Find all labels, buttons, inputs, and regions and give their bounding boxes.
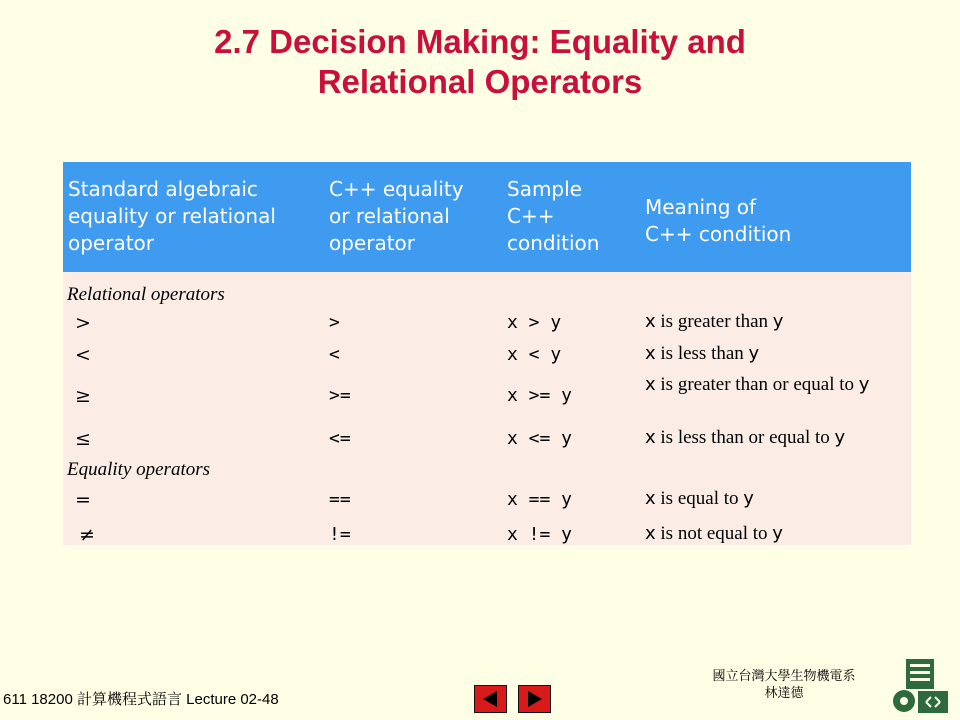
algebraic-operator: ≤ xyxy=(75,428,91,450)
author-footer xyxy=(686,667,882,701)
header-text: operator xyxy=(68,231,155,255)
meaning-var: x xyxy=(645,427,656,448)
meaning xyxy=(645,344,759,364)
header-text: Sample xyxy=(507,177,582,201)
header-text: equality or relational xyxy=(68,204,276,228)
algebraic-operator: = xyxy=(75,489,91,511)
meaning-var: x xyxy=(645,311,656,332)
meaning-var: y xyxy=(748,343,760,364)
sample-condition: x >= y xyxy=(507,385,573,406)
meaning-var: y xyxy=(772,311,784,332)
cpp-operator: >= xyxy=(329,385,351,406)
meaning xyxy=(645,489,754,509)
sample-condition: x == y xyxy=(507,489,573,510)
department-logo-icon xyxy=(888,657,952,717)
meaning-var: y xyxy=(834,427,846,448)
header-text: Meaning of xyxy=(645,195,757,219)
meaning-text: is greater than or equal to xyxy=(655,374,859,395)
university-name: 國立台灣大學生物機電系 xyxy=(712,668,856,683)
algebraic-operator: ≥ xyxy=(75,385,91,407)
meaning-text: is less than or equal to xyxy=(655,427,835,448)
table-header xyxy=(63,162,911,272)
meaning-text: is less than xyxy=(655,343,749,364)
section-equality: Equality operators xyxy=(67,459,211,480)
meaning-text: is greater than xyxy=(655,311,773,332)
header-text: condition xyxy=(507,231,600,255)
meaning xyxy=(645,312,783,332)
slide-title xyxy=(60,22,900,102)
header-meaning xyxy=(645,194,791,248)
triangle-right-icon xyxy=(519,686,550,712)
algebraic-operator: ≠ xyxy=(79,524,95,546)
meaning-var: x xyxy=(645,488,656,509)
triangle-left-icon xyxy=(475,686,506,712)
meaning-var: y xyxy=(772,523,783,544)
meaning-text: is equal to xyxy=(655,488,744,509)
cpp-operator: != xyxy=(329,524,351,545)
meaning-var: x xyxy=(645,343,656,364)
cpp-operator: == xyxy=(329,489,351,510)
sample-condition: x < y xyxy=(507,344,562,365)
operators-table xyxy=(63,162,911,545)
meaning-text: is not equal to xyxy=(655,523,773,544)
next-button[interactable] xyxy=(518,685,551,713)
meaning xyxy=(645,524,783,544)
section-relational: Relational operators xyxy=(67,284,225,305)
header-text: C++ condition xyxy=(645,222,792,246)
cpp-operator: <= xyxy=(329,428,351,449)
meaning xyxy=(645,428,845,448)
header-text: C++ equality xyxy=(329,177,464,201)
title-line-1: 2.7 Decision Making: Equality and xyxy=(214,23,746,60)
meaning-var: y xyxy=(743,488,754,509)
header-sample xyxy=(507,176,599,257)
prev-button[interactable] xyxy=(474,685,507,713)
algebraic-operator: > xyxy=(75,312,91,334)
table-body xyxy=(63,272,911,545)
header-algebraic xyxy=(68,176,276,257)
cpp-operator: < xyxy=(329,344,340,365)
header-cpp-operator xyxy=(329,176,464,257)
course-footer: 611 18200 計算機程式語言 Lecture 02-48 xyxy=(3,691,279,708)
author-name: 林達德 xyxy=(764,685,804,700)
algebraic-operator: < xyxy=(75,344,91,366)
sample-condition: x != y xyxy=(507,524,573,545)
meaning-var: y xyxy=(858,374,870,395)
header-text: operator xyxy=(329,231,416,255)
header-text: or relational xyxy=(329,204,450,228)
header-text: C++ xyxy=(507,204,555,228)
cpp-operator: > xyxy=(329,312,340,333)
header-text: Standard algebraic xyxy=(68,177,258,201)
meaning-var: x xyxy=(645,374,656,395)
sample-condition: x <= y xyxy=(507,428,573,449)
title-line-2: Relational Operators xyxy=(317,63,643,100)
meaning-var: x xyxy=(645,523,656,544)
sample-condition: x > y xyxy=(507,312,562,333)
meaning xyxy=(645,375,909,395)
